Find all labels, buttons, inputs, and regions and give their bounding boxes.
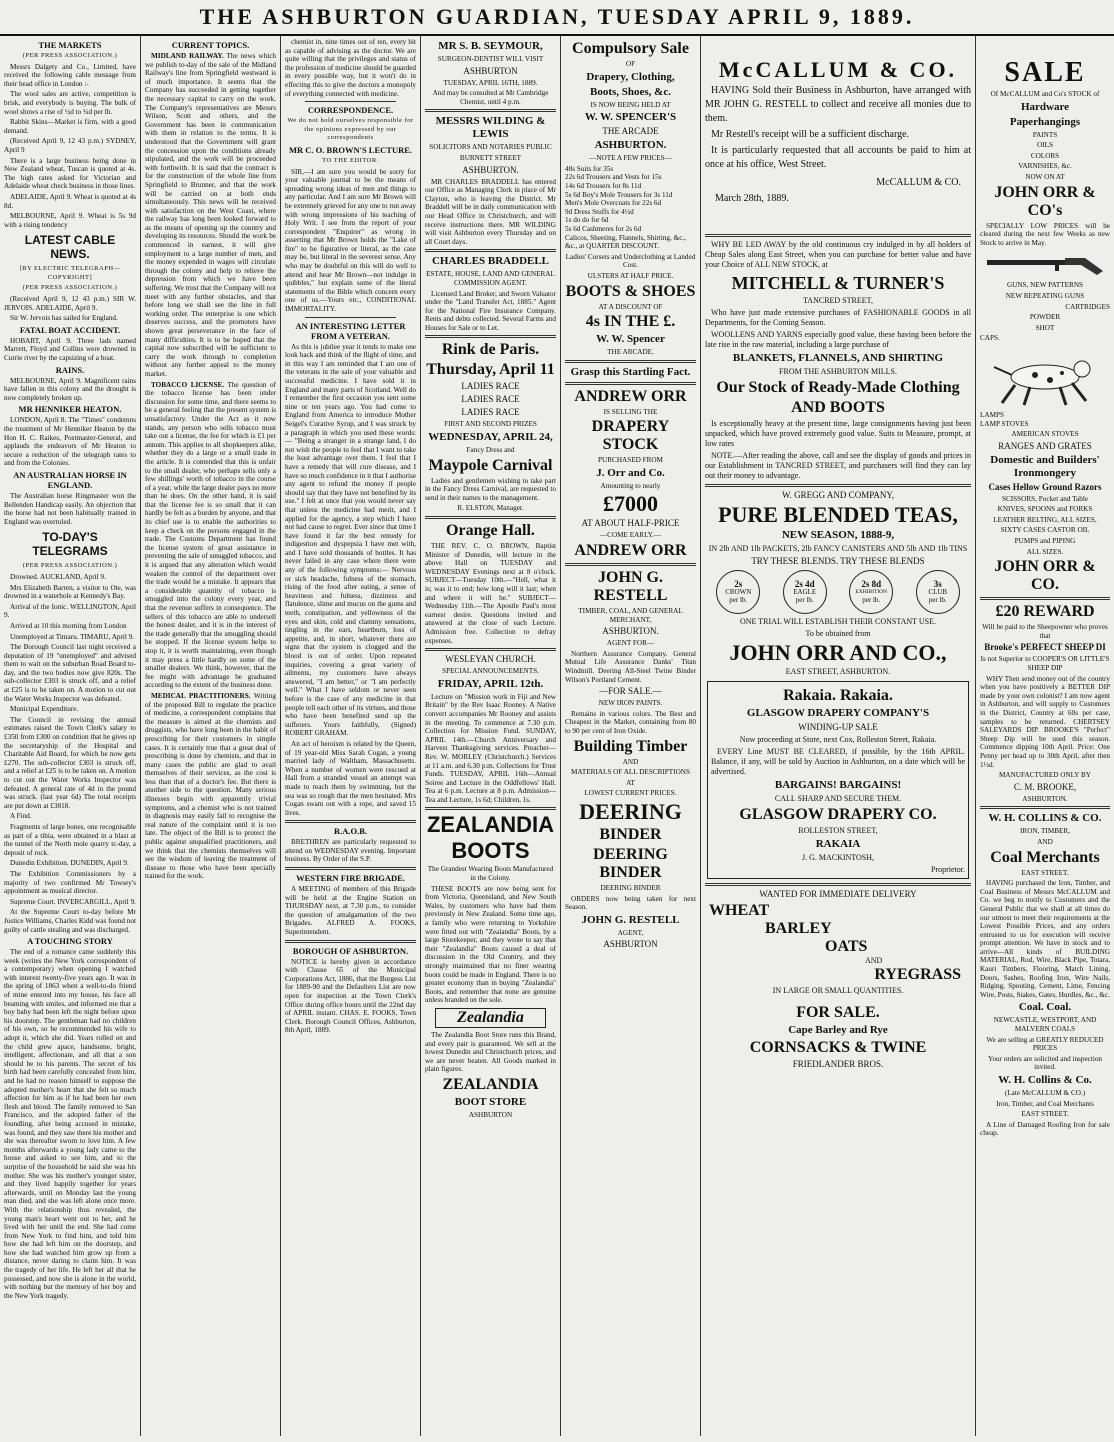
ad-line: COLORS — [1030, 151, 1060, 160]
ad-line: FIRST AND SECOND PRIZES — [444, 420, 537, 429]
paragraph: WHY BE LED AWAY by the old continuous cry indulged in by all holders of Cheap Sales along East Street, when you can purchase for better value and have your Choice of ALL NEW STOCK, at — [705, 240, 971, 269]
column-2 — [140, 36, 280, 1436]
ad-line: And may be consulted at Mr Cambridge Chemist, until 4 p.m. — [432, 89, 549, 106]
ad-heading: Rakaia. Rakaia. — [783, 687, 893, 704]
column-5 — [560, 36, 700, 1436]
paragraph: The question of the tobacco license has been under discussion for some time, and there seems to be a general feeling that the present system is unsatisfactory. Under the Act as it now stands, any person who sells tobacco must take out a license, the fee for which is £1 per annum. This applies to all shopkeepers alike, whether they do a large or a small trade in the article. It is contended that this is unfair to the small dealer, who perhaps sells only a few shillings' worth of tobacco in the course of a year, while the large dealer pays no more than he does. On the other hand, it is said that the license fee is so small that it can hardly be felt as a burden by anyone, and that its chief use is to enable the authorities to keep a check on the persons engaged in the trade. The Customs Department has found the license system of great assistance in preventing the sale of smuggled tobacco, and it is argued that any alteration which would weaken the control of the department over the trade would be a mistake. It appears that a considerable quantity of tobacco is smuggled into the colony every year, and that the revenue suffers in consequence. The sellers of this tobacco are able to undersell the honest dealer, and it is in the interest of the trade generally that the smuggling should be stopped. If the license system helps to stop it, it is worth maintaining, even though it may press a little hardly on some of the smaller dealers. We think, however, that the fee might with advantage be graduated according to the extent of the business done. — [145, 380, 276, 690]
correspondence-sub: We do not hold ourselves responsible for the opinions expressed by our correspondents — [287, 117, 414, 142]
ad-line: MATERIALS OF ALL DESCRIPTIONS — [571, 768, 690, 777]
paragraph: The wool sales are active, competition is brisk, and everybody is buying. The bulk of wool shows a rise of ½d to ¾d per lb. — [4, 90, 136, 116]
ad-line: Now proceeding at Store, next Cox, Rolleston Street, Rakaia. — [739, 735, 937, 744]
ad-line: DEERING — [579, 798, 682, 824]
ad-line: TUESDAY, APRIL 16TH, 1889. — [443, 78, 538, 87]
ad-line: ASHBURTON — [603, 939, 658, 950]
ad-line: W. W. Spencer — [596, 333, 665, 346]
paragraph: HOBART, April 9. Three lads named Marrett, Floyd and Collins were drowned in Currie river by the capsizing of a boat. — [4, 336, 136, 363]
ad-line: —FOR SALE.— — [599, 686, 662, 697]
paragraph: There is a large business being done in New Zealand wheat, Tuscan is quoted at 4s. The high rates asked for Victorian and Adelaide wheat check business in those lines. — [4, 156, 136, 191]
ad-line: LOWEST CURRENT PRICES. — [584, 789, 677, 798]
paragraph: Unemployed at Timaru. TIMARU, April 9. — [10, 632, 135, 641]
ad-line: PURCHASED FROM — [598, 456, 663, 465]
ad-line: R. ELSTON, Manager. — [457, 504, 524, 513]
ad-line: ALL SIZES. — [1026, 547, 1064, 556]
masthead — [0, 0, 1114, 36]
ad-line: J. G. MACKINTOSH, — [801, 853, 875, 862]
ad-line: NEW REPEATING GUNS — [1005, 291, 1085, 300]
tea-badge: 3s CLUB per lb. — [916, 570, 960, 614]
paragraph: Arrival of the Ionic. WELLINGTON, April 9. — [4, 602, 136, 620]
ad-line: Paperhangings — [1009, 115, 1081, 128]
ad-line: NEW SEASON, 1888-9, — [781, 529, 895, 541]
ad-line: JOHN ORR & CO. — [994, 558, 1096, 594]
telegrams-heading: TO-DAY'S TELEGRAMS — [32, 530, 108, 559]
ad-line: SHOT — [1035, 323, 1055, 332]
price-item: 5s 6d Cashmeres for 2s 6d — [565, 224, 642, 233]
topic-lead: TOBACCO LICENSE. — [151, 380, 225, 389]
ad-line: C. M. BROOKE, — [1013, 781, 1077, 792]
ad-line: AGENT, — [617, 928, 644, 937]
ad-line: WEDNESDAY, APRIL 24, — [428, 431, 553, 444]
ad-line: AT ABOUT HALF-PRICE — [581, 518, 680, 529]
paragraph: Mrs Elizabeth Barren, a visitor to Ote, was drowned in a waterhole at Kennedy's Bay. — [4, 583, 136, 601]
ad-line: Ladies' Corsets and Underclothing at Landed Cost. — [565, 252, 696, 270]
ad-line: SOLICITORS AND NOTARIES PUBLIC — [429, 143, 552, 152]
ad-line: ASHBURTON — [468, 1110, 513, 1119]
ad-line: RAKAIA — [815, 838, 861, 850]
correspondence-heading: CORRESPONDENCE. — [307, 105, 394, 116]
paragraph: At the Supreme Court to-day before Mr Justice Williams, Charles Kidd was found not guilty of cattle stealing and was discharged. — [4, 908, 136, 934]
ad-line: CARTRIDGES — [1065, 302, 1110, 311]
ad-line: AT A DISCOUNT OF — [598, 302, 663, 311]
paragraph: Drowned. AUCKLAND, April 9. — [10, 572, 106, 581]
ad-line: DRAPERY STOCK — [591, 418, 670, 454]
article-heading: MR C. O. BROWN'S LECTURE. — [288, 144, 413, 155]
article-heading: RAINS. — [55, 364, 85, 375]
ad-line: TRY THESE BLENDS. TRY THESE BLENDS — [751, 556, 925, 566]
ad-line: RANGES AND GRATES — [998, 440, 1092, 451]
ad-line: FRIDAY, APRIL 12th. — [437, 677, 544, 690]
cable-sub: [BY ELECTRIC TELEGRAPH—COPYRIGHT] — [19, 265, 121, 281]
paragraph: Writing of the proposed Bill to regulate the practice of medicine, a correspondent complains that the measure is aimed at the chemists and druggists, who have long been in the habit of prescribing for their customers in simple cases. It is certainly true that a great deal of prescribing is done by chemists, and that in many cases the public are glad to avail themselves of their services, as the cost is less than that of a doctor's fee. But there is another side to the question. Many serious illnesses begin with apparently trivial symptoms, and a chemist who is not trained in diagnosis may easily fail to recognise the real nature of the complaint until it is too late. The object of the Bill is to protect the public against unqualified practitioners, and we think that the chemists themselves will see the wisdom of leaving the treatment of disease to those who have been specially trained for the work. — [145, 691, 276, 881]
ad-line: SCISSORS, Pocket and Table — [1001, 494, 1089, 503]
column-4 — [420, 36, 560, 1436]
ad-line: THE ARCADE — [602, 126, 659, 137]
notice-heading: WESTERN FIRE BRIGADE. — [296, 873, 405, 884]
ad-line: CAPS. — [980, 334, 1000, 343]
paragraph: Lecture on "Mission work in Fiji and New Britain" by the Rev Isaac Rooney. A Native convert accompanies Mr Rooney and assists in the meeting. To commence at 7.30 p.m. Collection for Mission Fund. SUNDAY, APRIL 14th.—Church Anniversary and Harvest Thanksgiving services. Preacher—Rev. W. MORLEY (Christchurch.) Services at 11 a.m. and 6.30 p.m. Collections for Trust Funds. TUESDAY, APRIL 16th—Annual Soiree and Lecture in the Oddfellows' Hall. Tea at 6 p.m. Lecture at 8 p.m. Admission—Tea and Lecture, 1s 6d; Children, 1s. — [425, 692, 556, 804]
ad-line: Grasp this Startling Fact. — [570, 365, 691, 378]
paragraph: HAVING purchased the Iron, Timber, and Coal Business of Messrs McCALLUM and Co. we beg to notify to Customers and the General Public that we shall at all times do our utmost to meet their requirements at the Lowest Possible Prices, and any orders entrusted to us for execution will receive prompt attention. We have in stock and to arrive—All kinds of BUILDING MATERIAL, Rod, Wire, Black Pipe, Totara, Kauri Timbers, Flooring, Match Lining, Doors, Sashes, Roofing Iron, Wire Nails, Ridging, Spouting, Cement, Lime, Fencing Wire, Posts, Stakes, Gates, Hurdles, &c., &c. — [980, 879, 1110, 999]
ad-line: MANUFACTURED ONLY BY — [999, 771, 1091, 780]
ad-line: Cape Barley and Rye — [788, 1024, 888, 1036]
ad-line: CORNSACKS & TWINE — [749, 1039, 927, 1056]
ad-line: LAMPS — [980, 410, 1004, 419]
ad-line: —NOTE A FEW PRICES— — [589, 154, 672, 163]
ad-line: Of McCALLUM and Co's STOCK of — [990, 90, 1100, 98]
ad-line: Will be paid to the Sheepowner who proves that — [982, 623, 1108, 640]
ad-line: AT — [626, 778, 635, 787]
masthead-title: THE ASHBURTON GUARDIAN, TUESDAY APRIL 9, 1889. — [199, 4, 915, 29]
ad-line: BURNETT STREET — [459, 153, 522, 162]
paragraph: A Find. — [10, 812, 32, 821]
ad-heading: WANTED FOR IMMEDIATE DELIVERY — [759, 889, 917, 899]
grain-item: AND — [865, 956, 883, 965]
ad-line: IN LARGE OR SMALL QUANTITIES. — [772, 986, 904, 995]
ad-line: NOW ON AT — [1025, 172, 1065, 181]
ad-line: NEW IRON PAINTS. — [598, 699, 663, 708]
ad-line: To be obtained from — [805, 629, 871, 638]
ad-line: DEERING BINDER — [600, 883, 661, 892]
article-heading: MR HENNIKER HEATON. — [18, 404, 122, 415]
ad-line: J. Orr and Co. — [596, 466, 665, 479]
ad-heading: ANDREW ORR — [574, 387, 687, 405]
ad-line: Iron, Timber, and Coal Merchants — [996, 1099, 1094, 1108]
tea-blends — [705, 570, 971, 614]
paragraph: Remains in various colors. The Best and Cheapest in the Market, containing from 80 to 90 per cent of Iron Oxide. — [565, 709, 696, 735]
ad-line: ZEALANDIA — [442, 1075, 539, 1093]
topic-lead: MEDICAL PRACTITIONERS. — [151, 691, 251, 700]
ad-line: Drapery, Clothing, — [586, 70, 675, 83]
price-item: 5s 6d Boy's Mole Trousers for 3s 11d — [565, 190, 673, 199]
tea-badge: 2s CROWN per lb. — [716, 570, 760, 614]
ad-line: Proprietor. — [931, 865, 965, 874]
ad-line: Maypole Carnival — [428, 456, 553, 474]
ad-line: JOHN ORR AND CO., — [729, 640, 947, 665]
ad-line: AND BOOTS — [791, 399, 885, 416]
ad-line: Amounting to nearly — [600, 481, 661, 490]
paragraph: MELBOURNE, April 9. Wheat is 5s 9d with a rising tendency — [4, 212, 136, 229]
paragraph: NOTE.—After reading the above, call and see the display of goods and prices in our Establishment in TANCRED STREET, and purchasers will find they can lay out their money to advantage. — [705, 451, 971, 480]
paragraph: Rabbit Skins—Market is firm, with a good demand. — [4, 118, 136, 135]
ad-heading: W. H. COLLINS & CO. — [988, 812, 1102, 825]
paragraph: The news which we publish to-day of the sale of the Midland Railway's line from Springfield westward is of much importance. It seems that the Company has succeeded in getting together the necessary capital to carry on the work. The Company's representatives are Messrs Wilson, Scott and others, and the Government has been in communication with them in relation to the terms. It is understood that the Government will grant the concession upon the conditions already stipulated, and the work will be proceeded with forthwith. It is said that the contract is for the construction of the whole line from Springfield to Brunner, and that the work will be carried on at both ends simultaneously. This news will be received with satisfaction on the West Coast, where the railway has long been looked forward to as the means of opening up the country and developing its resources. Should the work be commenced in earnest, it will give employment to a large number of men, and the money expended in wages will circulate through the colony and help to relieve the depression from which we have been suffering. We trust that the Company will not meet with any further obstacles, and that before long we shall see the line in full working order. The enterprise is one which deserves success, and the promoters have shown great perseverance in the face of many difficulties. It is to be hoped that the capital now subscribed will be sufficient to carry the work through to completion without any further appeal to the money market. — [145, 52, 276, 378]
article-heading: FATAL BOAT ACCIDENT. — [19, 324, 121, 335]
cable-sub: (PER PRESS ASSOCIATION.) — [22, 284, 118, 292]
signature: McCALLUM & CO. — [876, 177, 961, 188]
paragraph: WHY Then send money out of the country when you have positively a BETTER DIP made by your own colonist? I am now agent in Ashburton, and will supply to Customers in the District, Country at 60s per case, samples to be returned. CHERTSEY SALEYARDS DIP. BROOKE'S "Perfect" Sheep Dip will be used this season. Commence dipping 10th April. Price: One Penny per head up to 30th April, after then 1½d. — [980, 674, 1110, 769]
ad-line: JOHN ORR & CO's — [994, 183, 1096, 219]
ad-line: BINDER — [599, 825, 662, 843]
paragraph: The end of a romance came suddenly this week (writes the New York correspondent of a contemporary) when opening I watched with interest twenty-five years ago. It was in the spring of 1863 when a well-to-do friend of mine entered into my house, his face all beaming with smiles, and informed me that a boy baby had been left the night before upon his doorstep. The gentleman had no children of his own, so he recommended his wife to adopt it, which she did. Years rolled on and the child grew apace, handsome, bright, intelligent, affectionate, and all that a son should be to his parents. The secret of his birth had been carefully concealed from him, and he had no reason himself to suppose the adopted mother's heart that she felt so much affection for him as if he had been her own flesh and blood. The family removed to San Francisco, and the adopted father of the foundling, after being accused in mistake, was found, and they saw there his mother and she was thereafter sworn to love him. A few months afterwards a young lady came to the house and asked to see him, and to the surprise of the household he said she was his mother. She was his mother's younger sister, and they lived happily together for years afterwards, until on Monday last the young man died, and she was left alone once more. With the relationship thus revealed, the young man's heart went out to her, and he lived with her until the end. She had come from New York to find him, and told him how she had left him on the doorstep, and how she had watched him grow up from a distance, never daring to claim him. It was the tragedy of her life. He left her all that he possessed, and now she is alone in the world, with nothing but the memory of her boy and the New York tragedy. — [4, 948, 136, 1300]
paragraph: Municipal Expenditure. — [10, 705, 79, 714]
paragraph: As this is jubilee year it tends to make one look back and think of the flight of time, and in this way I am reminded that I am one of the veterans in the sale of your valuable and successful medicine. I have sold it in England and many parts of Scotland. Well do I remember the first occasion you sent some nine or ten years ago. You had come to England from America to introduce Mother Seigel's Curative Syrup, and I was struck by a paragraph in which you used these words:— "Being a stranger in a strange land, I do not wish the people to feel that I want to take the least advantage over them. I feel that I have a remedy that will cure disease, and I have so much confidence in it that I authorise any agent to refund the money if people should say that they have not benefited by its use." I felt at once that you would never say that unless the medicine had merit, and I applied for the agency, a step which I have not had cause to regret. Ever since that time I have found it far the best remedy for indigestion and dyspepsia I have met with, and I have sold thousands of bottles. It has never failed in any case where there were any of the following symptoms:— Nervous or sick headache, fulness of the stomach, rising of the food after eating, a sense of heaviness and fulness, dizziness and flatulence, slime and mucus on the gums and teeth, constipation, and yellowness of the eyes and skin, cold and clammy sensations, tingling in the ears, heartburn, loss of appetite, and, in short, whatever there are signs that the system is clogged and the blood is out of order. Upon repeated inquiries, covering a great variety of ailments, my customers have always answered, "I am better," or "I am perfectly well." What I have seldom or never seen before is the case of any medicine in that people tell each other of its virtues, and those who have been benefited send up the sufferers. Yours faithfully, (Signed) ROBERT GRAHAM. — [285, 342, 416, 738]
paragraph: Northern Assurance Company. General Mutual Life Assurance Danks' Titan Windmill. Deering All-Steel Twine Binder Wilson's Portland Cement. — [565, 649, 696, 684]
price-item: Calicos, Sheeting, Flannels, Shirting, &c., &c., at QUARTER DISCOUNT. — [565, 233, 686, 251]
ad-line: Thursday, April 11 — [426, 361, 555, 379]
ad-line: £7000 — [603, 491, 658, 517]
paragraph: MELBOURNE, April 9. Magnificent rains have fallen in this colony and the drought is now completely broken up. — [4, 376, 136, 402]
paragraph: It is particularly requested that all accounts be paid to him at once at his office, West Street. — [705, 145, 971, 170]
column-1 — [0, 36, 140, 1436]
price-item: 22s 6d Trousers and Vests for 15s — [565, 173, 662, 182]
ad-line: DEERING BINDER — [593, 845, 668, 881]
grain-item: BARLEY — [765, 920, 832, 937]
price-item: 9d Dress Stuffs for 4½d — [565, 207, 634, 216]
paragraph: THESE BOOTS are now being sent for from Victoria, Queensland, and New South Wales, by customers who have had them previously in New Zealand. Some time ago, a family who were returning to Yorkshire were fitted out with "Zealandia" Boots, by a large Storekeeper, and they wrote to say that their "Zealandia" Boots caused a deal of discussion in the Old Country, and they strongly maintained that no finer wearing boots could be made in England. There is no greater economy than in buying "Zealandia" Boots, and remember that none are genuine unless branded on the sole. — [425, 884, 556, 1005]
ad-line: LADIES RACE — [461, 394, 520, 405]
paragraph: LONDON, April 8. The "Times" condemns the treatment of Mr Henniker Heaton by the Hon H. C. Raikes, Postmaster-General, and applauds the endeavors of Mr Heaton to secure a reduction of the telegraph rates to and from the Colonies. — [4, 416, 136, 468]
rakaia-ad — [707, 681, 969, 879]
ad-heading: JOHN G. RESTELL — [593, 569, 668, 605]
ad-line: OF — [625, 60, 636, 68]
ad-line: Is not Superior to COOPER'S OR LITTLE'S SHEEP DIP — [980, 655, 1110, 673]
paragraph: (Received April 9, 12 43 p.m.) SYDNEY, April 9 — [4, 137, 136, 154]
paragraph: Messrs Dalgety and Co., Limited, have received the following cable message from their head office in London :- — [4, 62, 136, 88]
topic-lead: MIDLAND RAILWAY. — [151, 52, 224, 60]
ad-line: AMERICAN STOVES — [1011, 430, 1079, 439]
paragraph: Sir W. Jervois has sailed for England. — [10, 314, 118, 323]
ad-heading: MITCHELL & TURNER'S — [731, 273, 945, 293]
ad-line: WINDING-UP SALE — [798, 722, 878, 732]
ad-line: Brooke's PERFECT SHEEP DI — [984, 642, 1106, 653]
telegrams-sub: (PER PRESS ASSOCIATION.) — [22, 562, 118, 570]
paragraph: EVERY Line MUST BE CLEARED, if possible, by the 16th APRIL. Balance, if any, will be sold by Auction in Ashburton, on a date which will be advertised. — [711, 747, 965, 776]
paragraph: chemist in, nine times out of ten, every bit as capable of advising as the doctor. We are quite willing that the privileges and status of the profession of medicine should be guarded in every possible way, but it won't do in effecting this to give the doctors a monopoly of everything connected with medicine. — [285, 38, 416, 98]
ad-line: AGENT FOR— — [606, 639, 655, 648]
ad-line: Domestic and Builders' Ironmongery — [990, 453, 1100, 479]
ad-line: IS NOW BEING HELD AT — [590, 100, 671, 109]
ad-heading: SALE — [1004, 57, 1086, 88]
ad-heading: WESLEYAN CHURCH. — [445, 654, 536, 665]
paragraph: SIR,—I am sure you would be sorry for your valuable journal to be the means of spreading wrong ideas of men and things to any particular. And I am sure Mr Brown will be extremely grieved for any one to run away with wrong impressions of his teaching of Holy Writ. I see from the report of your correspondent "Enquirer" as wrong in asserting that Mr Brown holds the "Lake of fire" to be figurative or literal, as the case may be, but literal in the severest sense. Any who may be doubtful on this will do well to attend and hear Mr Brown—not indulge in quibbles," but explain some of the literal statements of the Bible which concern every one of us.—Yours etc., CONDITIONAL IMMORTALITY. — [285, 167, 416, 314]
ad-line: POWDER — [1029, 313, 1061, 322]
ad-line: AND — [622, 757, 639, 766]
ad-heading: CHARLES BRADDELL — [431, 255, 550, 268]
ad-line: BOOTS — [451, 838, 530, 864]
date-line: March 28th, 1889. — [715, 193, 789, 204]
paragraph: Supreme Court. INVERCARGILL, April 9. — [10, 897, 136, 906]
paragraph: The Borough Council last night received a deputation of 19 "unemployed" and advised them to wait on the suburban Road Board to-day, and the two bodies now give 820s. The sub-collector £303 is struck off, and a relief at £25 is to be taken on. A motion to cut out the Water Works Inspector was defeated. — [4, 643, 136, 703]
paragraph: WOOLLENS AND YARNS especially good value, these having been before the late rise in the raw material, including a large purchase of — [705, 330, 971, 349]
ad-line: ASHBURTON. — [462, 164, 519, 175]
to-editor: TO THE EDITOR. — [322, 156, 379, 164]
paragraph: A Line of Damaged Roofing Iron for sale cheap. — [980, 1120, 1110, 1138]
zealandia-logo: Zealandia — [435, 1008, 546, 1028]
paragraph: Mr Restell's receipt will be a sufficient discharge. — [711, 129, 910, 140]
paragraph: Who have just made extensive purchases of FASHIONABLE GOODS in all Departments, for the Coming Season. — [705, 308, 971, 327]
ad-line: The Grandest Wearing Boots Manufactured in the Colony. — [427, 865, 554, 883]
ad-line: Hardware — [1020, 100, 1070, 113]
ad-heading: Orange Hall. — [446, 522, 535, 540]
ad-line: Our Stock of Ready-Made Clothing — [716, 379, 960, 396]
ad-line: ASHBURTON. — [594, 139, 667, 152]
grain-item: OATS — [825, 938, 868, 955]
ad-line: Cases Hellow Ground Razors — [988, 481, 1102, 492]
paragraph: Fragments of large bones, one recognisable as part of a tibia, were obtained in a blast at the tunnel of the North mole quarry tc-day, a deposit of rock. — [4, 822, 136, 857]
ad-line: PURE BLENDED TEAS, — [718, 502, 958, 527]
ad-heading: W. GREGG AND COMPANY, — [782, 490, 894, 500]
ad-line: BLANKETS, FLANNELS, AND SHIRTING — [732, 352, 944, 364]
ad-line: We are selling at GREATLY REDUCED PRICES — [986, 1035, 1104, 1053]
ad-line: FOR SALE. — [796, 1004, 880, 1021]
ad-line: 4s IN THE £. — [585, 313, 676, 331]
price-item: Men's Mole Overcoats for 22s 6d — [565, 199, 662, 208]
paragraph: The Australian horse Ringmaster won the Bellenden Handicap easily. An objection that the horse had not been habitually trained in England was overruled. — [4, 491, 136, 526]
ad-line: IS SELLING THE — [603, 407, 658, 416]
paragraph: Is exceptionally heavy at the present time, large consignments having just been unpacked, which have proved extremely good value. Suits to Measure, prompt, at low rates — [705, 419, 971, 448]
ad-line: GLASGOW DRAPERY CO. — [739, 806, 937, 823]
ad-heading: £20 REWARD — [995, 603, 1095, 621]
ad-line: CALL SHARP AND SECURE THEM. — [774, 794, 902, 803]
paragraph: NOTICE is hereby given in accordance with Clause 65 of the Municipal Corporations Act, 1886, that the Burgess List for 1889-90 and the Defaulters List are now open for inspection at the Town Clerk's Office during office hours until the 22nd day of APRIL instant. CHAS. E. FOOKS, Town Clerk. Borough Council Offices, Ashburton, 8th April, 1889. — [285, 957, 416, 1035]
ad-line: PUMPS and PIPING — [1014, 537, 1076, 546]
dog-illustration — [980, 347, 1110, 407]
ad-line: ASHBURTON. — [1022, 794, 1068, 803]
ad-line: ASHBURTON. — [602, 626, 659, 637]
ad-heading: ZEALANDIA — [426, 812, 555, 838]
ad-line: FRIEDLANDER BROS. — [792, 1059, 884, 1069]
ad-line: BOOT STORE — [454, 1095, 527, 1108]
ad-line: LADIES RACE — [461, 381, 520, 392]
column-7 — [975, 36, 1114, 1436]
ad-line: BARGAINS! BARGAINS! — [774, 779, 902, 791]
ad-line: IRON, TIMBER, — [1020, 827, 1070, 836]
ad-heading: Compulsory Sale — [572, 40, 689, 57]
ad-line: LAMP STOVES — [980, 419, 1029, 428]
ad-line: W. H. Collins & Co. — [998, 1074, 1092, 1086]
ad-line: EAST STREET. — [1021, 868, 1069, 877]
ad-line: KNIVES, SPOONS and FORKS — [997, 505, 1093, 514]
ad-line: TIMBER, COAL, AND GENERAL MERCHANT, — [578, 607, 683, 624]
ad-line: AND — [1037, 837, 1053, 846]
ad-line: (Late McCALLUM & CO.) — [1004, 1089, 1086, 1097]
paragraph: The Zealandia Boot Store runs this Brand, and every pair is guaranteed. We sell at the lowest Dunedin and Christchurch prices, and we are never beaten. All Goods marked in plain figures. — [425, 1030, 556, 1074]
paragraph: THE REV. C. O. BROWN, Baptist Minister of Dunedin, will lecture in the above Hall on TUESDAY and WEDNESDAY Evenings next at 8 o'clock. SUBJECT—Tuesday 10th.—"Hell, what it is; was it to end; how long will it last; when and where it will be." SUBJECT—Wednesday 11th.—The Apostle Paul's most earnest desire. Questions invited and answered at the close of each Lecture. Admission free. Collection to defray expenses. — [425, 542, 556, 645]
markets-sub: (PER PRESS ASSOCIATION.) — [22, 52, 118, 59]
price-item: 14s 6d Trousers for 8s 11d — [565, 181, 642, 190]
ad-line: SPECIAL ANNOUNCEMENTS. — [442, 667, 539, 676]
column-3 — [280, 36, 420, 1436]
paragraph: SPECIALLY LOW PRICES will be cleared during the next few Weeks as new Stock to arrive in May. — [980, 221, 1110, 247]
paragraph: HAVING Sold their Business in Ashburton, have arranged with MR JOHN G. RESTELL to collect and receive all monies due to them. — [705, 85, 971, 124]
paragraph: MR CHARLES BRADDELL has entered our Office as Managing Clerk in place of Mr Clayton, who is leaving the District. Mr Braddell will be in daily communication with our Head Office in Christchurch, and will receive instructions there. MR WILDING will visit Ashburton every Thursday and on all Court days. — [425, 177, 556, 246]
ad-heading: MESSRS WILDING & LEWIS — [435, 115, 546, 141]
paragraph: Licensed Land Broker, and Sworn Valuator under the "Land Transfer Act, 1885." Agent for the National Fire Insurance Company. Rents and debts collected. Several Farms and Houses for Sale or to Let. — [425, 289, 556, 332]
ad-line: Coal Merchants — [990, 848, 1100, 866]
tea-badge: 2s 8d EXHIBITION per lb. — [849, 570, 893, 614]
ad-line: SIXTY CASES CASTOR OIL — [1000, 526, 1090, 535]
ad-line: ROLLESTON STREET, — [798, 826, 878, 835]
ad-line: SURGEON-DENTIST WILL VISIT — [437, 55, 544, 63]
ad-line: BOOTS & SHOES — [565, 282, 696, 300]
cable-heading: LATEST CABLE NEWS. — [24, 233, 116, 262]
paragraph: ORDERS now being taken for next Season. — [565, 894, 696, 912]
ad-line: ASHBURTON — [463, 65, 518, 76]
ad-line: ESTATE, HOUSE, LAND AND GENERAL COMMISSION AGENT. — [426, 270, 555, 287]
ad-heading: W. W. SPENCER'S — [584, 111, 677, 124]
tea-badge: 2s 4d EAGLE per lb. — [783, 570, 827, 614]
ad-heading: McCALLUM & CO. — [718, 57, 958, 82]
paragraph: Dunedin Exhibition. DUNEDIN, April 9. — [10, 859, 129, 868]
paragraph: The Exhibition Commissioners by a majority of two confirmed Mr Towsey's appointment as musical director. — [4, 869, 136, 896]
ad-line: ONE TRIAL WILL ESTABLISH THEIR CONSTANT USE. — [740, 617, 936, 626]
paragraph: Arrived at 10 this morning from London — [10, 621, 127, 630]
paragraph: BRETHREN are particularly requested to attend on WEDNESDAY evening. Important business. By Order of the S.P. — [285, 838, 416, 864]
article-heading: AN INTERESTING LETTER FROM A VETERAN. — [295, 320, 406, 341]
paragraph: An act of heroism is related by the Queen, of 19 year-old Miss Sarah Cogan, a young married lady of Waltham, Massachusetts. When a number of women were rescued at Hall from a stranded vessel an attempt was made to reach them by swimming, but the sea was so rough that the men hesitated. Mrs Cogan swam out with a rope, and saved 15 lives. — [285, 739, 416, 817]
ad-line: Your orders are solicited and inspection invited. — [987, 1054, 1103, 1072]
paragraph: Ladies and gentlemen wishing to take part in the Fancy Dress Carnival, are requested to send in their names to the management. — [425, 476, 556, 502]
price-item: 48s Suits for 35s — [565, 164, 614, 173]
ad-line: ULSTERS AT HALF PRICE. — [587, 271, 674, 280]
column-6 — [700, 36, 975, 1436]
ad-line: EAST STREET. — [1021, 1110, 1069, 1119]
grain-item: WHEAT — [709, 902, 770, 919]
ad-heading: MR S. B. SEYMOUR, — [438, 40, 543, 52]
notice-heading: BOROUGH OF ASHBURTON. — [292, 945, 409, 956]
ad-line: FROM THE ASHBURTON MILLS. — [779, 367, 897, 376]
paragraph: A MEETING of members of this Brigade will be held at the Engine Station on THURSDAY next, at 7.30 p.m., to consider the question of amalgamation of the two Brigades. ALFRED A. FOOKS, Superintendent. — [285, 885, 416, 937]
paragraph: (Received April 9, 12 43 p.m.) SIR W. JERVOIS. ADELAIDE, April 9. — [4, 295, 136, 312]
article-heading: A TOUCHING STORY — [27, 936, 113, 947]
grain-item: RYEGRASS — [874, 966, 961, 983]
ad-line: THE ARCADE. — [607, 348, 654, 357]
ad-line: LEATHER BELTING, ALL SIZES, — [993, 515, 1097, 524]
ad-line: OILS — [1037, 141, 1053, 150]
ad-line: GLASGOW DRAPERY COMPANY'S — [746, 707, 930, 719]
ad-line: Building Timber — [573, 737, 688, 755]
ad-line: VARNISHES, &c. — [1018, 162, 1072, 171]
article-heading: AN AUSTRALIAN HORSE IN ENGLAND. — [13, 469, 127, 490]
paragraph: The Council in revising the annual estimates raised the Town Clerk's salary to £350 from £300 on condition that he gives up the secretaryship of the Hospital and Charitable Aid Board, for which he now gets £270. The sub-collector £303 is struck off, and a relief at £25 is to be taken on. A motion to cut out the Water Works Inspector was defeated. A general rate of 4d in the pound was struck. (last year 6d) The total receipts are put down at £3818. — [4, 715, 136, 810]
ad-line: GUNS, NEW PATTERNS — [1006, 281, 1084, 290]
markets-heading: THE MARKETS — [38, 40, 102, 50]
ad-line: Coal. Coal. — [1018, 1001, 1072, 1014]
price-item: 1s do do for 6d — [565, 216, 609, 225]
ad-line: IN 2lb AND 1lb PACKETS, 2lb FANCY CANISTERS AND 5lb AND 1lb TINS — [708, 544, 968, 553]
current-topics-heading: CURRENT TOPICS. — [171, 40, 250, 50]
notice-heading: R.A.O.B. — [333, 826, 368, 837]
ad-line: NEWCASTLE, WESTPORT, AND MALVERN COALS — [993, 1016, 1097, 1034]
ad-line: TANCRED STREET, — [803, 296, 873, 305]
ad-line: Fancy Dress and — [466, 446, 515, 455]
ad-line: PAINTS — [1032, 130, 1058, 139]
ad-line: EAST STREET, ASHBURTON. — [785, 667, 891, 676]
ad-line: —COME EARLY.— — [599, 531, 662, 540]
ad-line: LADIES RACE — [461, 407, 520, 418]
gun-illustration — [980, 251, 1110, 277]
ad-line: Boots, Shoes, &c. — [590, 85, 671, 98]
paragraph: ADELAIDE, April 9. Wheat is quoted at 4s 8d. — [4, 192, 136, 210]
ad-heading: Rink de Paris. — [441, 341, 540, 359]
ad-line: JOHN G. RESTELL — [581, 913, 680, 926]
ad-line: ANDREW ORR — [574, 542, 687, 560]
